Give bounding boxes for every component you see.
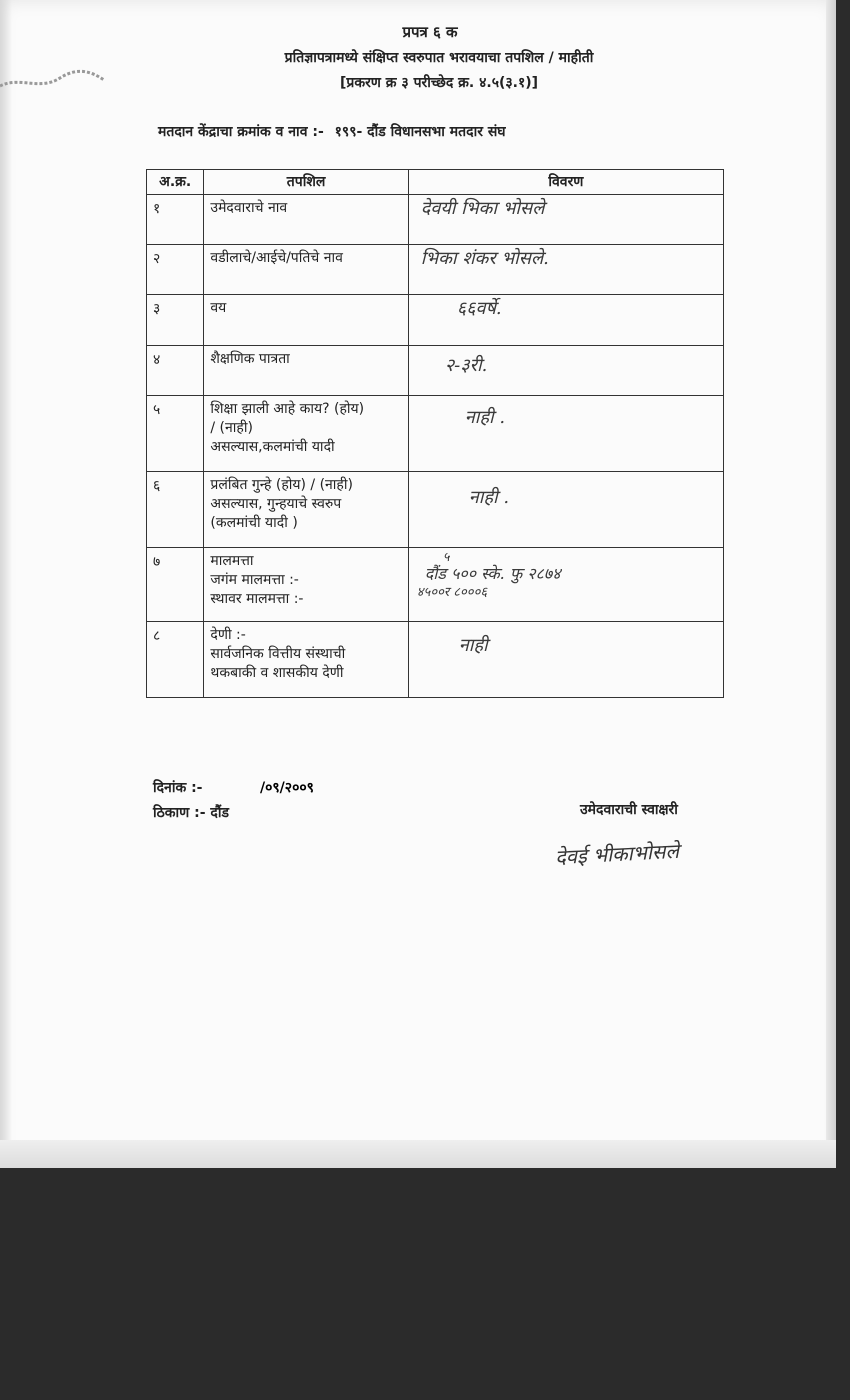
value-line: ४५००र ८०००६ [416,585,488,600]
detail-line: उमेदवाराचे नाव [210,200,288,216]
row-detail [204,472,408,548]
value-line: देवयी भिका भोसले [420,198,545,219]
value-line: दौंड ५०० स्के. फु २८७४ [424,564,561,583]
value-line: २-३री. [444,355,488,376]
row-number: ३ [147,295,204,346]
detail-line: जगंम मालमत्ता :- [210,572,299,588]
detail-line: प्रलंबित गुन्हे (होय) / (नाही) [210,477,353,493]
form-subtitle: प्रतिज्ञापत्रामध्ये संक्षिप्त स्वरुपात भरावयाचा तपशिल / माहीती [284,50,594,66]
signature-label: उमेदवाराची स्वाक्षरी [580,802,678,818]
header-description: विवरण [408,170,723,195]
constituency-value: १९९- दौंड विधानसभा मतदार संघ [334,124,506,140]
date-label: दिनांक :- [153,780,203,796]
row-number: २ [147,245,204,295]
row-detail [204,295,408,346]
row-number: १ [147,195,204,245]
table-row [147,346,724,396]
detail-line: असल्यास,कलमांची यादी [210,439,335,455]
candidate-signature: देवई भीकाभोसले [554,838,680,870]
row-number: ६ [147,472,204,548]
table-row [147,195,724,245]
detail-line: देणी :- [210,627,246,643]
row-detail [204,245,408,295]
form-title: प्रपत्र ६ क [402,23,458,41]
table-row [147,396,724,472]
value-line: ६६वर्षे. [456,298,502,319]
detail-line: वडीलाचे/आईचे/पतिचे नाव [210,250,343,266]
date-value: /०९/२००९ [260,780,314,796]
value-line: ५ [442,550,450,565]
row-value-handwritten [408,396,723,472]
table-row [147,295,724,346]
row-value-handwritten [408,472,723,548]
value-line: नाही . [464,407,506,428]
constituency-label: मतदान केंद्राचा क्रमांक व नाव :- [158,124,324,140]
row-detail [204,346,408,396]
row-value-handwritten [408,548,723,622]
value-line: नाही [458,635,488,656]
details-table [146,169,724,698]
page-shadow [0,0,12,1168]
detail-line: थकबाकी व शासकीय देणी [210,665,344,681]
table-row [147,622,724,698]
constituency-line [158,122,512,141]
detail-line: शैक्षणिक पात्रता [210,351,290,367]
detail-line: शिक्षा झाली आहे काय? (होय) [210,401,365,417]
row-number: ७ [147,548,204,622]
table-row [147,245,724,295]
table-row [147,548,724,622]
detail-line: (कलमांची यादी ) [210,515,298,531]
header-detail: तपशिल [204,170,408,195]
detail-line: सार्वजनिक वित्तीय संस्थाची [210,646,346,662]
detail-line: वय [210,300,227,316]
value-line: नाही . [468,487,510,508]
page-fold [0,1140,836,1168]
form-reference: [प्रकरण क्र ३ परीच्छेद क्र. ४.५(३.१)] [339,75,539,91]
row-value-handwritten [408,195,723,245]
place-label: ठिकाण :- दौंड [153,805,229,821]
table-row [147,472,724,548]
detail-line: मालमत्ता [210,553,254,569]
row-number: ४ [147,346,204,396]
row-value-handwritten [408,295,723,346]
value-line: भिका शंकर भोसले. [420,248,549,269]
row-detail [204,548,408,622]
row-detail [204,195,408,245]
header-serial: अ.क्र. [147,170,204,195]
row-value-handwritten [408,245,723,295]
detail-line: असल्यास, गुन्हयाचे स्वरुप [210,496,342,512]
row-detail [204,396,408,472]
row-value-handwritten [408,346,723,396]
row-detail [204,622,408,698]
detail-line: / (नाही) [210,420,253,436]
row-number: ८ [147,622,204,698]
row-value-handwritten [408,622,723,698]
detail-line: स्थावर मालमत्ता :- [210,591,304,607]
row-number: ५ [147,396,204,472]
page-edge [826,0,836,1168]
